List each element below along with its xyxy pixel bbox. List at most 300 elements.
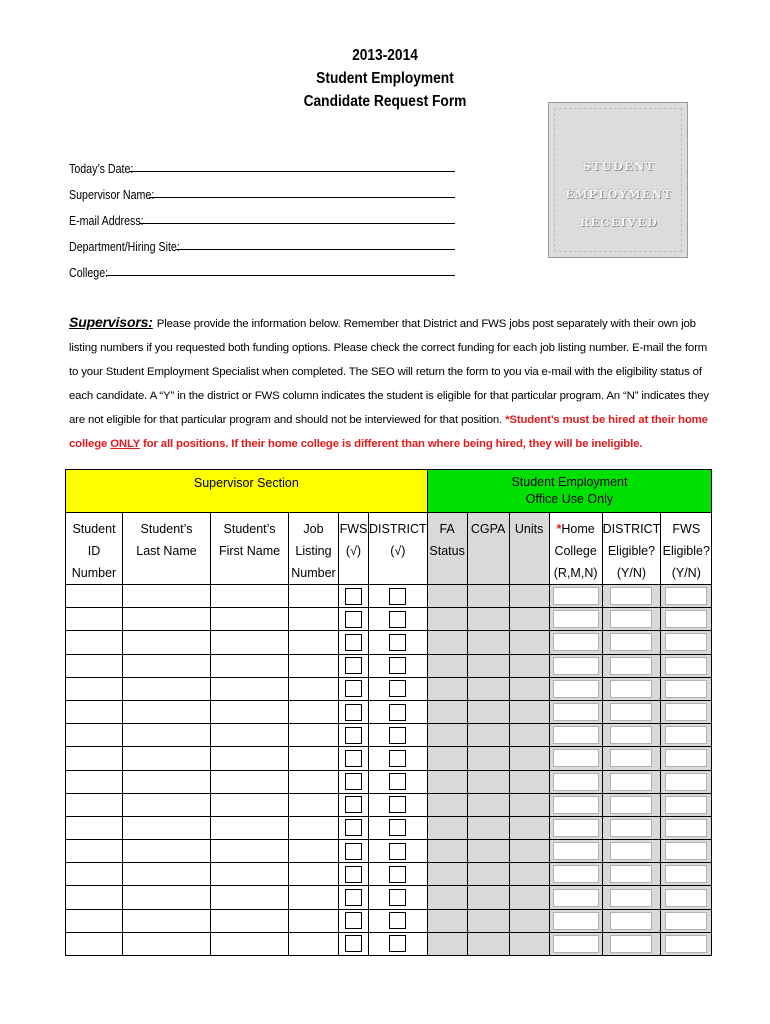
district-checkbox[interactable]: [389, 912, 406, 929]
office-entry-box[interactable]: [553, 726, 599, 744]
last-name-cell[interactable]: [123, 724, 211, 747]
district-check-cell[interactable]: [369, 793, 428, 816]
office-entry-box[interactable]: [665, 726, 707, 744]
office-entry-box[interactable]: [610, 935, 652, 953]
last-name-cell[interactable]: [123, 677, 211, 700]
units-cell[interactable]: [509, 677, 549, 700]
units-cell[interactable]: [509, 909, 549, 932]
fws-check-cell[interactable]: [339, 793, 369, 816]
job-listing-cell[interactable]: [289, 724, 339, 747]
last-name-cell[interactable]: [123, 840, 211, 863]
header-fields: [69, 150, 455, 280]
office-entry-box[interactable]: [553, 610, 599, 628]
col-last-name: [123, 513, 211, 585]
district-eligible-cell[interactable]: [602, 654, 661, 677]
fws-checkbox[interactable]: [345, 773, 362, 790]
header-text: (Y/N): [671, 566, 701, 580]
district-check-cell[interactable]: [369, 585, 428, 608]
cgpa-cell[interactable]: [467, 816, 509, 839]
student-id-cell[interactable]: [66, 747, 123, 770]
cgpa-cell[interactable]: [467, 608, 509, 631]
instructions-body: Please provide the information below. Remember that District and FWS jobs post separately with their own job listing numbers if you requested both funding options. Please check the correct funding for each job listing number. E-mail the form to your Student Employment Specialist when completed. The SEO will return the form to you via e-mail with the eligibility status of each candidate. A “Y” in the district or FWS column indicates the student is eligible for that particular program. An “N” indicates they are not eligible for that particular program and should not be interviewed for that position.: [69, 318, 709, 426]
office-entry-box[interactable]: [665, 703, 707, 721]
office-entry-box[interactable]: [610, 819, 652, 837]
job-listing-cell[interactable]: [289, 608, 339, 631]
district-checkbox[interactable]: [389, 889, 406, 906]
first-name-cell[interactable]: [211, 793, 289, 816]
cgpa-cell[interactable]: [467, 677, 509, 700]
fws-check-cell[interactable]: [339, 585, 369, 608]
office-entry-box[interactable]: [610, 773, 652, 791]
student-id-cell[interactable]: [66, 840, 123, 863]
fa-status-cell[interactable]: [427, 793, 467, 816]
office-entry-box[interactable]: [553, 680, 599, 698]
office-entry-box[interactable]: [665, 912, 707, 930]
candidate-rows: [66, 585, 712, 956]
supervisor-name-input[interactable]: [149, 183, 455, 198]
job-listing-cell[interactable]: [289, 700, 339, 723]
fws-checkbox[interactable]: [345, 727, 362, 744]
units-cell[interactable]: [509, 747, 549, 770]
fa-status-cell[interactable]: [427, 770, 467, 793]
fa-status-cell[interactable]: [427, 724, 467, 747]
office-entry-box[interactable]: [610, 842, 652, 860]
district-checkbox[interactable]: [389, 680, 406, 697]
fa-status-cell[interactable]: [427, 631, 467, 654]
office-entry-box[interactable]: [665, 657, 707, 675]
job-listing-cell[interactable]: [289, 677, 339, 700]
fa-status-cell[interactable]: [427, 863, 467, 886]
district-check-cell[interactable]: [369, 677, 428, 700]
office-entry-box[interactable]: [610, 657, 652, 675]
first-name-cell[interactable]: [211, 724, 289, 747]
fa-status-cell[interactable]: [427, 932, 467, 955]
student-id-cell[interactable]: [66, 677, 123, 700]
district-check-cell[interactable]: [369, 932, 428, 955]
office-entry-box[interactable]: [610, 796, 652, 814]
office-entry-box[interactable]: [610, 749, 652, 767]
district-eligible-cell[interactable]: [602, 886, 661, 909]
job-listing-cell[interactable]: [289, 585, 339, 608]
cgpa-cell[interactable]: [467, 863, 509, 886]
district-eligible-cell[interactable]: [602, 700, 661, 723]
job-listing-cell[interactable]: [289, 747, 339, 770]
fws-check-cell[interactable]: [339, 909, 369, 932]
college-input[interactable]: [106, 261, 455, 276]
district-eligible-cell[interactable]: [602, 608, 661, 631]
header-text: (√): [390, 544, 406, 558]
student-id-cell[interactable]: [66, 631, 123, 654]
units-cell[interactable]: [509, 585, 549, 608]
last-name-cell[interactable]: [123, 909, 211, 932]
first-name-cell[interactable]: [211, 608, 289, 631]
student-id-cell[interactable]: [66, 608, 123, 631]
cgpa-cell[interactable]: [467, 654, 509, 677]
student-id-cell[interactable]: [66, 816, 123, 839]
table-row: [66, 816, 712, 839]
fa-status-cell[interactable]: [427, 816, 467, 839]
field-label: Department/Hiring Site:: [69, 239, 180, 254]
fws-checkbox[interactable]: [345, 611, 362, 628]
home-college-cell[interactable]: [549, 608, 602, 631]
first-name-cell[interactable]: [211, 654, 289, 677]
home-college-cell[interactable]: [549, 700, 602, 723]
units-cell[interactable]: [509, 932, 549, 955]
student-id-cell[interactable]: [66, 932, 123, 955]
first-name-cell[interactable]: [211, 700, 289, 723]
district-check-cell[interactable]: [369, 909, 428, 932]
units-cell[interactable]: [509, 816, 549, 839]
last-name-cell[interactable]: [123, 631, 211, 654]
student-id-cell[interactable]: [66, 909, 123, 932]
units-cell[interactable]: [509, 631, 549, 654]
last-name-cell[interactable]: [123, 747, 211, 770]
cgpa-cell[interactable]: [467, 886, 509, 909]
asterisk: *: [556, 522, 562, 536]
student-id-cell[interactable]: [66, 654, 123, 677]
fws-check-cell[interactable]: [339, 608, 369, 631]
fws-check-cell[interactable]: [339, 700, 369, 723]
fws-eligible-cell[interactable]: [661, 863, 712, 886]
office-entry-box[interactable]: [553, 819, 599, 837]
student-id-cell[interactable]: [66, 770, 123, 793]
fws-eligible-cell[interactable]: [661, 677, 712, 700]
district-checkbox[interactable]: [389, 657, 406, 674]
district-check-cell[interactable]: [369, 631, 428, 654]
cgpa-cell[interactable]: [467, 840, 509, 863]
district-checkbox[interactable]: [389, 727, 406, 744]
fws-check-cell[interactable]: [339, 770, 369, 793]
district-checkbox[interactable]: [389, 588, 406, 605]
fa-status-cell[interactable]: [427, 909, 467, 932]
office-entry-box[interactable]: [610, 587, 652, 605]
office-entry-box[interactable]: [553, 796, 599, 814]
student-id-cell[interactable]: [66, 724, 123, 747]
office-entry-box[interactable]: [553, 865, 599, 883]
district-eligible-cell[interactable]: [602, 770, 661, 793]
fws-checkbox[interactable]: [345, 657, 362, 674]
office-entry-box[interactable]: [610, 726, 652, 744]
home-college-cell[interactable]: [549, 932, 602, 955]
fws-checkbox[interactable]: [345, 704, 362, 721]
fws-eligible-cell[interactable]: [661, 654, 712, 677]
cgpa-cell[interactable]: [467, 585, 509, 608]
col-first-name: [211, 513, 289, 585]
fws-eligible-cell[interactable]: [661, 932, 712, 955]
fa-status-cell[interactable]: [427, 700, 467, 723]
fa-status-cell[interactable]: [427, 677, 467, 700]
student-id-cell[interactable]: [66, 863, 123, 886]
fws-eligible-cell[interactable]: [661, 724, 712, 747]
email-address-input[interactable]: [139, 209, 455, 224]
district-checkbox[interactable]: [389, 819, 406, 836]
home-college-cell[interactable]: [549, 886, 602, 909]
job-listing-cell[interactable]: [289, 863, 339, 886]
cgpa-cell[interactable]: [467, 932, 509, 955]
fws-eligible-cell[interactable]: [661, 747, 712, 770]
cgpa-cell[interactable]: [467, 700, 509, 723]
fws-checkbox[interactable]: [345, 588, 362, 605]
district-check-cell[interactable]: [369, 863, 428, 886]
todays-date-input[interactable]: [129, 157, 455, 172]
office-entry-box[interactable]: [665, 749, 707, 767]
fws-check-cell[interactable]: [339, 747, 369, 770]
title-line-3: Candidate Request Form: [303, 93, 467, 110]
office-entry-box[interactable]: [665, 680, 707, 698]
fws-checkbox[interactable]: [345, 796, 362, 813]
fws-eligible-cell[interactable]: [661, 816, 712, 839]
district-check-cell[interactable]: [369, 886, 428, 909]
fa-status-cell[interactable]: [427, 585, 467, 608]
office-entry-box[interactable]: [553, 633, 599, 651]
cgpa-cell[interactable]: [467, 770, 509, 793]
fa-status-cell[interactable]: [427, 654, 467, 677]
office-entry-box[interactable]: [665, 610, 707, 628]
cgpa-cell[interactable]: [467, 793, 509, 816]
first-name-cell[interactable]: [211, 840, 289, 863]
district-eligible-cell[interactable]: [602, 631, 661, 654]
office-entry-box[interactable]: [665, 796, 707, 814]
fa-status-cell[interactable]: [427, 608, 467, 631]
cgpa-cell[interactable]: [467, 631, 509, 654]
last-name-cell[interactable]: [123, 863, 211, 886]
cgpa-cell[interactable]: [467, 747, 509, 770]
col-district-eligible: [602, 513, 661, 585]
office-entry-box[interactable]: [610, 703, 652, 721]
fws-check-cell[interactable]: [339, 654, 369, 677]
job-listing-cell[interactable]: [289, 932, 339, 955]
student-id-cell[interactable]: [66, 585, 123, 608]
fws-checkbox[interactable]: [345, 866, 362, 883]
district-checkbox[interactable]: [389, 796, 406, 813]
last-name-cell[interactable]: [123, 585, 211, 608]
fws-check-cell[interactable]: [339, 840, 369, 863]
last-name-cell[interactable]: [123, 608, 211, 631]
job-listing-cell[interactable]: [289, 909, 339, 932]
job-listing-cell[interactable]: [289, 631, 339, 654]
fws-eligible-cell[interactable]: [661, 700, 712, 723]
note-only: ONLY: [110, 438, 141, 450]
district-check-cell[interactable]: [369, 608, 428, 631]
office-entry-box[interactable]: [553, 935, 599, 953]
office-entry-box[interactable]: [610, 610, 652, 628]
field-label: E-mail Address:: [69, 213, 144, 228]
fws-checkbox[interactable]: [345, 750, 362, 767]
fws-eligible-cell[interactable]: [661, 770, 712, 793]
cgpa-cell[interactable]: [467, 724, 509, 747]
units-cell[interactable]: [509, 608, 549, 631]
home-college-cell[interactable]: [549, 585, 602, 608]
office-entry-box[interactable]: [665, 819, 707, 837]
header-text: DISTRICT: [369, 522, 427, 536]
district-checkbox[interactable]: [389, 773, 406, 790]
district-check-cell[interactable]: [369, 816, 428, 839]
office-entry-box[interactable]: [553, 749, 599, 767]
job-listing-cell[interactable]: [289, 816, 339, 839]
fws-checkbox[interactable]: [345, 843, 362, 860]
fws-check-cell[interactable]: [339, 677, 369, 700]
district-eligible-cell[interactable]: [602, 863, 661, 886]
col-cgpa: [467, 513, 509, 585]
fa-status-cell[interactable]: [427, 886, 467, 909]
job-listing-cell[interactable]: [289, 840, 339, 863]
fws-checkbox[interactable]: [345, 935, 362, 952]
units-cell[interactable]: [509, 840, 549, 863]
office-entry-box[interactable]: [553, 773, 599, 791]
district-check-cell[interactable]: [369, 724, 428, 747]
first-name-cell[interactable]: [211, 747, 289, 770]
first-name-cell[interactable]: [211, 863, 289, 886]
job-listing-cell[interactable]: [289, 770, 339, 793]
fws-checkbox[interactable]: [345, 634, 362, 651]
department-hiring-site-input[interactable]: [176, 235, 455, 250]
units-cell[interactable]: [509, 700, 549, 723]
units-cell[interactable]: [509, 654, 549, 677]
fws-check-cell[interactable]: [339, 932, 369, 955]
last-name-cell[interactable]: [123, 770, 211, 793]
office-entry-box[interactable]: [665, 773, 707, 791]
district-checkbox[interactable]: [389, 704, 406, 721]
first-name-cell[interactable]: [211, 909, 289, 932]
fws-checkbox[interactable]: [345, 889, 362, 906]
office-entry-box[interactable]: [665, 889, 707, 907]
district-checkbox[interactable]: [389, 634, 406, 651]
office-entry-box[interactable]: [610, 889, 652, 907]
fws-eligible-cell[interactable]: [661, 608, 712, 631]
office-entry-box[interactable]: [665, 842, 707, 860]
last-name-cell[interactable]: [123, 700, 211, 723]
form-title: [250, 44, 520, 113]
student-id-cell[interactable]: [66, 886, 123, 909]
office-entry-box[interactable]: [610, 912, 652, 930]
office-entry-box[interactable]: [610, 633, 652, 651]
district-eligible-cell[interactable]: [602, 793, 661, 816]
units-cell[interactable]: [509, 886, 549, 909]
district-eligible-cell[interactable]: [602, 747, 661, 770]
last-name-cell[interactable]: [123, 793, 211, 816]
fws-check-cell[interactable]: [339, 863, 369, 886]
fws-check-cell[interactable]: [339, 886, 369, 909]
table-row: [66, 608, 712, 631]
student-id-cell[interactable]: [66, 793, 123, 816]
units-cell[interactable]: [509, 863, 549, 886]
job-listing-cell[interactable]: [289, 886, 339, 909]
district-eligible-cell[interactable]: [602, 909, 661, 932]
fws-checkbox[interactable]: [345, 819, 362, 836]
office-entry-box[interactable]: [665, 865, 707, 883]
office-entry-box[interactable]: [665, 587, 707, 605]
fws-eligible-cell[interactable]: [661, 631, 712, 654]
district-checkbox[interactable]: [389, 750, 406, 767]
office-entry-box[interactable]: [665, 633, 707, 651]
fws-check-cell[interactable]: [339, 724, 369, 747]
district-eligible-cell[interactable]: [602, 677, 661, 700]
home-college-cell[interactable]: [549, 793, 602, 816]
last-name-cell[interactable]: [123, 654, 211, 677]
district-eligible-cell[interactable]: [602, 932, 661, 955]
last-name-cell[interactable]: [123, 932, 211, 955]
district-checkbox[interactable]: [389, 843, 406, 860]
first-name-cell[interactable]: [211, 886, 289, 909]
first-name-cell[interactable]: [211, 631, 289, 654]
first-name-cell[interactable]: [211, 677, 289, 700]
fws-check-cell[interactable]: [339, 816, 369, 839]
home-college-cell[interactable]: [549, 631, 602, 654]
home-college-cell[interactable]: [549, 677, 602, 700]
home-college-cell[interactable]: [549, 747, 602, 770]
office-entry-box[interactable]: [665, 935, 707, 953]
office-entry-box[interactable]: [553, 587, 599, 605]
fws-eligible-cell[interactable]: [661, 840, 712, 863]
district-eligible-cell[interactable]: [602, 816, 661, 839]
office-entry-box[interactable]: [553, 657, 599, 675]
first-name-cell[interactable]: [211, 932, 289, 955]
fws-check-cell[interactable]: [339, 631, 369, 654]
first-name-cell[interactable]: [211, 770, 289, 793]
home-college-cell[interactable]: [549, 654, 602, 677]
first-name-cell[interactable]: [211, 585, 289, 608]
first-name-cell[interactable]: [211, 816, 289, 839]
supervisors-label: Supervisors:: [69, 314, 153, 330]
stamp-line-2: EMPLOYMENT: [565, 188, 673, 201]
fws-eligible-cell[interactable]: [661, 585, 712, 608]
office-entry-box[interactable]: [610, 865, 652, 883]
district-eligible-cell[interactable]: [602, 840, 661, 863]
home-college-cell[interactable]: [549, 724, 602, 747]
table-row: [66, 863, 712, 886]
office-entry-box[interactable]: [553, 889, 599, 907]
district-checkbox[interactable]: [389, 866, 406, 883]
district-checkbox[interactable]: [389, 935, 406, 952]
home-college-cell[interactable]: [549, 863, 602, 886]
units-cell[interactable]: [509, 724, 549, 747]
fa-status-cell[interactable]: [427, 840, 467, 863]
office-entry-box[interactable]: [553, 912, 599, 930]
fws-eligible-cell[interactable]: [661, 909, 712, 932]
job-listing-cell[interactable]: [289, 654, 339, 677]
units-cell[interactable]: [509, 770, 549, 793]
home-college-cell[interactable]: [549, 770, 602, 793]
district-check-cell[interactable]: [369, 700, 428, 723]
district-check-cell[interactable]: [369, 747, 428, 770]
district-eligible-cell[interactable]: [602, 585, 661, 608]
fws-eligible-cell[interactable]: [661, 886, 712, 909]
district-eligible-cell[interactable]: [602, 724, 661, 747]
col-units: [509, 513, 549, 585]
home-college-cell[interactable]: [549, 840, 602, 863]
last-name-cell[interactable]: [123, 816, 211, 839]
last-name-cell[interactable]: [123, 886, 211, 909]
table-row: [66, 886, 712, 909]
fa-status-cell[interactable]: [427, 747, 467, 770]
office-entry-box[interactable]: [553, 842, 599, 860]
home-college-cell[interactable]: [549, 816, 602, 839]
home-college-cell[interactable]: [549, 909, 602, 932]
district-check-cell[interactable]: [369, 770, 428, 793]
fws-checkbox[interactable]: [345, 680, 362, 697]
job-listing-cell[interactable]: [289, 793, 339, 816]
district-check-cell[interactable]: [369, 840, 428, 863]
district-checkbox[interactable]: [389, 611, 406, 628]
fws-checkbox[interactable]: [345, 912, 362, 929]
fws-eligible-cell[interactable]: [661, 793, 712, 816]
units-cell[interactable]: [509, 793, 549, 816]
cgpa-cell[interactable]: [467, 909, 509, 932]
student-id-cell[interactable]: [66, 700, 123, 723]
office-entry-box[interactable]: [610, 680, 652, 698]
district-check-cell[interactable]: [369, 654, 428, 677]
office-entry-box[interactable]: [553, 703, 599, 721]
